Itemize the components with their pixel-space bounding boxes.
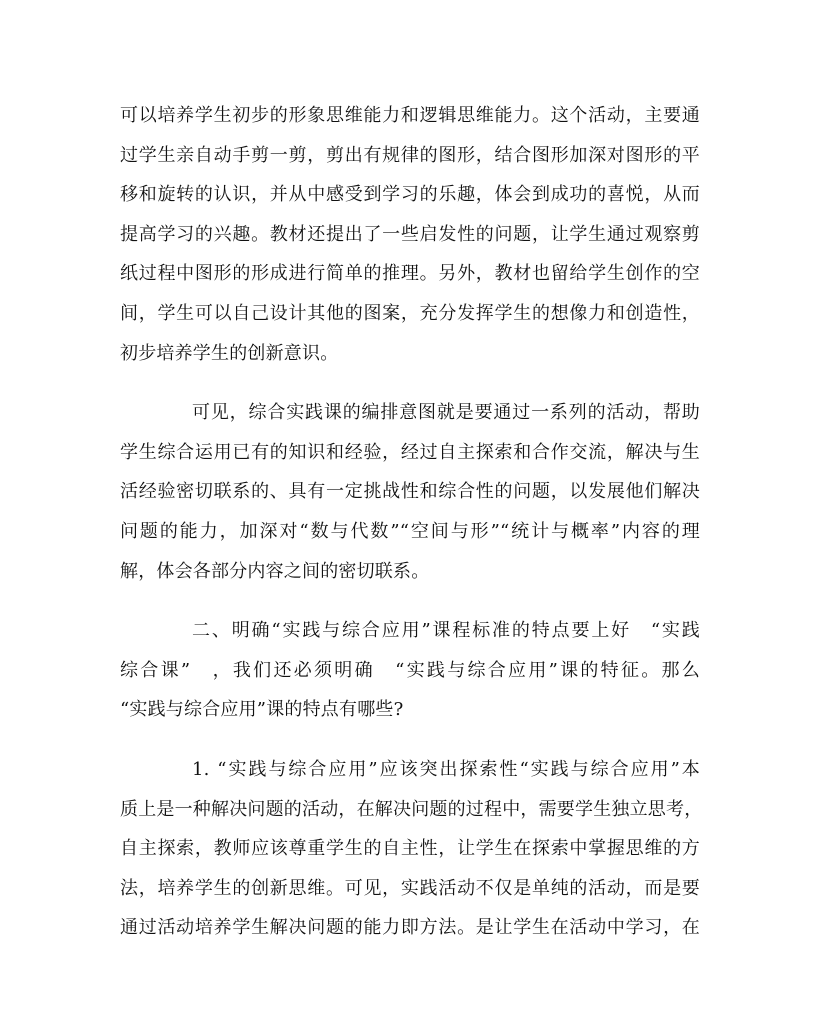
text-line: 学生综合运用已有的知识和经验，经过自主探索和合作交流，解决与生: [120, 441, 700, 463]
paragraph-2: [120, 393, 700, 591]
paragraph-gap: [120, 730, 700, 750]
text-line: 可见，综合实践课的编排意图就是要通过一系列的活动，帮助: [192, 402, 700, 424]
text-line: 初步培养学生的创新意识。: [120, 342, 339, 364]
text-line: 问题的能力，加深对“数与代数”“空间与形”“统计与概率”内容的理: [120, 520, 700, 542]
text-line: 法，培养学生的创新思维。可见，实践活动不仅是单纯的活动，而是要: [120, 877, 700, 899]
text-line: 综合课” ，我们还必须明确 “实践与综合应用”课的特征。那么: [120, 659, 700, 681]
text-line: 解，体会各部分内容之间的密切联系。: [120, 560, 430, 582]
text-line: 提高学习的兴趣。教材还提出了一些启发性的问题，让学生通过观察剪: [120, 223, 700, 245]
text-line: 可以培养学生初步的形象思维能力和逻辑思维能力。这个活动，主要通: [120, 105, 700, 126]
text-line: 纸过程中图形的形成进行简单的推理。另外，教材也留给学生创作的空: [120, 263, 700, 285]
text-line: 通过活动培养学生解决问题的能力即方法。是让学生在活动中学习，在: [120, 917, 700, 939]
text-line: 质上是一种解决问题的活动，在解决问题的过程中，需要学生独立思考，: [120, 798, 703, 820]
paragraph-1: [120, 96, 700, 373]
paragraph-3: [120, 611, 700, 730]
paragraph-4: [120, 750, 703, 948]
document-page: [120, 96, 703, 948]
text-line: 过学生亲自动手剪一剪，剪出有规律的图形，结合图形加深对图形的平: [120, 144, 700, 166]
paragraph-gap: [120, 373, 700, 393]
text-line: 间，学生可以自己设计其他的图案，充分发挥学生的想像力和创造性，: [120, 302, 700, 324]
text-line: 1. “实践与综合应用”应该突出探索性“实践与综合应用”本: [192, 758, 700, 780]
text-line: 移和旋转的认识，并从中感受到学习的乐趣，体会到成功的喜悦，从而: [120, 184, 700, 206]
text-line: “实践与综合应用”课的特点有哪些?: [120, 699, 404, 721]
paragraph-gap: [120, 591, 700, 611]
text-line: 自主探索，教师应该尊重学生的自主性，让学生在探索中掌握思维的方: [120, 838, 700, 860]
text-line: 二、明确“实践与综合应用”课程标准的特点要上好 “实践: [192, 620, 700, 642]
text-line: 活经验密切联系的、具有一定挑战性和综合性的问题，以发展他们解决: [120, 481, 700, 503]
